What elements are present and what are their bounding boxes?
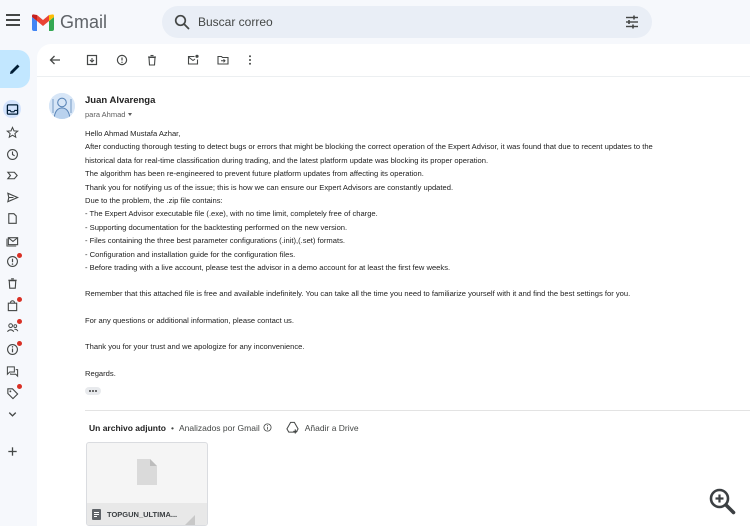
message-line: Remember that this attached file is free and available indefinitely. You can take all the time you need to familiarize yourself with it and find the best settings for you. xyxy=(85,289,631,299)
zip-file-icon xyxy=(92,509,101,520)
message-line: - Supporting documentation for the backtesting performed on the new version. xyxy=(85,222,348,232)
sender-avatar[interactable] xyxy=(49,93,75,119)
search-icon[interactable] xyxy=(174,14,190,30)
message-line: For any questions or additional information, please contact us. xyxy=(85,315,294,325)
message-line: - The Expert Advisor executable file (.exe), with no time limit, completely free of charge. xyxy=(85,209,378,219)
message-toolbar xyxy=(37,44,750,77)
add-to-drive-icon xyxy=(286,421,299,434)
promotions-notification-dot xyxy=(17,384,22,389)
gmail-logo[interactable] xyxy=(32,12,107,33)
add-to-drive-button[interactable] xyxy=(286,421,359,434)
star-icon[interactable] xyxy=(5,125,19,139)
top-header xyxy=(0,0,750,44)
attachments-divider xyxy=(85,410,750,411)
social-notification-dot xyxy=(17,319,22,324)
forums-icon[interactable] xyxy=(5,364,19,378)
attachment-filename: TOPGUN_ULTIMA... xyxy=(107,509,178,519)
shopping-notification-dot xyxy=(17,297,22,302)
delete-icon[interactable] xyxy=(146,54,158,66)
message-line: - Before trading with a live account, please test the advisor in a demo account for at least the first few weeks. xyxy=(85,263,451,273)
more-options-icon[interactable] xyxy=(244,54,256,66)
updates-notification-dot xyxy=(17,341,22,346)
report-spam-icon[interactable] xyxy=(116,54,128,66)
show-trimmed-content-button[interactable] xyxy=(85,387,101,395)
spam-notification-dot xyxy=(17,253,22,258)
search-input[interactable] xyxy=(198,12,598,32)
main-menu-icon[interactable] xyxy=(6,14,20,26)
pencil-icon xyxy=(8,62,22,76)
search-options-icon[interactable] xyxy=(624,14,640,30)
message-line: Due to the problem, the .zip file contains: xyxy=(85,196,223,206)
more-chevron-icon[interactable] xyxy=(5,407,19,421)
message-line: Regards. xyxy=(85,368,116,378)
message-line: - Files containing the three best parameter configurations (.init),(.set) formats. xyxy=(85,236,345,246)
message-line: Thank you for notifying us of the issue; this is how we can ensure our Expert Advisors are constantly updated. xyxy=(85,182,454,192)
message-line: historical data for real-time classification during trading, and the latest platform update was blocking its proper operation. xyxy=(85,155,489,165)
message-line: Thank you for your trust and we apologize for any inconvenience. xyxy=(85,342,305,352)
inbox-icon[interactable] xyxy=(3,100,21,118)
attachment-card[interactable] xyxy=(86,442,208,526)
clock-icon[interactable] xyxy=(5,147,19,161)
label-important-icon[interactable] xyxy=(5,168,19,182)
attachments-title: Un archivo adjunto xyxy=(89,422,166,433)
message-line: - Configuration and installation guide for the configuration files. xyxy=(85,249,296,259)
file-thumbnail-icon xyxy=(137,459,157,485)
info-icon[interactable] xyxy=(263,423,272,432)
separator-dot: • xyxy=(170,422,174,433)
mark-unread-icon[interactable] xyxy=(187,54,199,66)
attachments-header xyxy=(89,421,359,434)
avatar-illustration-icon xyxy=(49,93,75,119)
gmail-logo-icon xyxy=(32,14,54,31)
recipient-text: para Ahmad xyxy=(85,110,126,119)
send-icon[interactable] xyxy=(5,190,19,204)
recipient-line[interactable] xyxy=(85,110,132,119)
message-line: Hello Ahmad Mustafa Azhar, xyxy=(85,129,181,138)
add-label-icon[interactable] xyxy=(5,444,19,458)
back-arrow-icon[interactable] xyxy=(49,54,61,66)
left-rail xyxy=(0,44,32,526)
compose-button[interactable] xyxy=(0,50,30,88)
message-line: After conducting thorough testing to detect bugs or errors that might be blocking the correct operation of the Expert Advisor, it was found that due to recent updates to the xyxy=(85,142,653,152)
all-mail-icon[interactable] xyxy=(5,233,19,247)
message-body xyxy=(85,127,750,380)
attachment-corner-fold xyxy=(185,515,195,525)
sender-name[interactable]: Juan Alvarenga xyxy=(85,95,156,106)
scanned-label: Analizados por Gmail xyxy=(178,422,260,433)
add-to-drive-label: Añadir a Drive xyxy=(304,422,359,433)
message-line: The algorithm has been re-engineered to prevent future platform updates from affecting its operation. xyxy=(85,169,424,179)
message-view xyxy=(37,44,750,526)
draft-icon[interactable] xyxy=(5,211,19,225)
move-to-folder-icon[interactable] xyxy=(217,54,229,66)
app-name: Gmail xyxy=(60,12,108,32)
recipient-details-caret-icon[interactable] xyxy=(128,113,132,116)
archive-icon[interactable] xyxy=(86,54,98,66)
zoom-in-icon[interactable] xyxy=(708,487,736,515)
search-bar[interactable] xyxy=(162,6,652,38)
trash-icon[interactable] xyxy=(5,276,19,290)
